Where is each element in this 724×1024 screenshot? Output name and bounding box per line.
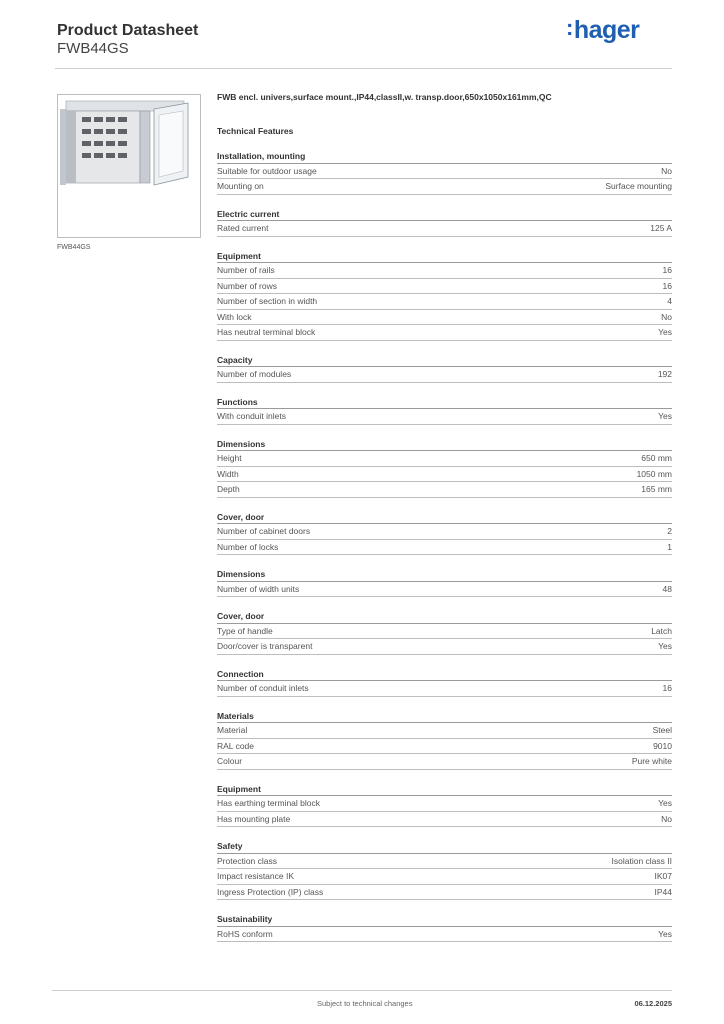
spec-value: IK07	[654, 871, 672, 881]
product-code: FWB44GS	[57, 40, 129, 57]
spec-row	[217, 639, 672, 655]
spec-section	[217, 354, 672, 383]
spec-section	[217, 150, 672, 195]
spec-value: Yes	[658, 411, 672, 421]
footer-note: Subject to technical changes	[317, 999, 413, 1008]
spec-row	[217, 482, 672, 498]
spec-row	[217, 739, 672, 755]
spec-value: 9010	[653, 740, 672, 751]
spec-row	[217, 540, 672, 556]
section-title: Equipment	[217, 250, 672, 264]
page-title: Product Datasheet	[57, 22, 199, 39]
spec-label: Door/cover is transparent	[217, 641, 313, 651]
brand-logo-text: hager	[573, 16, 640, 44]
header-divider	[55, 68, 672, 69]
spec-section	[217, 396, 672, 425]
spec-row	[217, 164, 672, 180]
spec-section	[217, 568, 672, 597]
section-title: Materials	[217, 710, 672, 724]
spec-label: Number of locks	[217, 541, 279, 552]
section-title: Cover, door	[217, 511, 672, 525]
spec-section	[217, 511, 672, 556]
spec-row	[217, 754, 672, 770]
spec-row	[217, 409, 672, 425]
section-title: Electric current	[217, 208, 672, 222]
spec-value: 16	[662, 280, 672, 291]
spec-value: No	[661, 813, 672, 824]
spec-label: Number of rails	[217, 265, 275, 275]
spec-value: Pure white	[631, 756, 672, 766]
product-description: FWB encl. univers,surface mount.,IP44,classII,w. transp.door,650x1050x161mm,QC	[217, 92, 552, 102]
spec-value: 1	[667, 541, 672, 552]
spec-row	[217, 582, 672, 598]
spec-section	[217, 208, 672, 237]
spec-value: Surface mounting	[605, 181, 672, 191]
spec-content	[217, 92, 672, 955]
spec-label: Type of handle	[217, 625, 273, 636]
spec-label: Ingress Protection (IP) class	[217, 886, 324, 897]
spec-row	[217, 796, 672, 812]
spec-value: Steel	[652, 725, 672, 735]
spec-label: Has neutral terminal block	[217, 327, 316, 337]
spec-row	[217, 221, 672, 237]
spec-label: Number of cabinet doors	[217, 526, 311, 536]
spec-value: 1050 mm	[636, 468, 672, 479]
spec-section	[217, 710, 672, 770]
spec-value: 2	[667, 526, 672, 536]
spec-row	[217, 681, 672, 697]
spec-value: IP44	[654, 886, 672, 897]
spec-row	[217, 524, 672, 540]
spec-label: With lock	[217, 311, 252, 322]
spec-label: Mounting on	[217, 181, 264, 191]
spec-value: Yes	[658, 928, 672, 939]
product-image	[57, 94, 201, 238]
spec-value: 192	[657, 369, 672, 379]
spec-label: Number of rows	[217, 280, 277, 291]
spec-row	[217, 927, 672, 943]
spec-label: Height	[217, 453, 242, 463]
spec-label: Suitable for outdoor usage	[217, 165, 317, 176]
spec-row	[217, 869, 672, 885]
section-title: Cover, door	[217, 610, 672, 624]
spec-value: Yes	[658, 641, 672, 651]
spec-label: Material	[217, 725, 248, 735]
spec-value: 4	[667, 296, 672, 306]
spec-value: Isolation class II	[611, 855, 672, 866]
spec-section	[217, 668, 672, 697]
spec-value: 125 A	[650, 223, 672, 233]
section-title: Sustainability	[217, 913, 672, 927]
spec-value: No	[661, 311, 672, 322]
spec-row	[217, 279, 672, 295]
spec-section	[217, 610, 672, 655]
spec-label: Depth	[217, 484, 240, 494]
image-caption: FWB44GS	[57, 244, 91, 251]
section-title: Dimensions	[217, 438, 672, 452]
spec-label: Impact resistance IK	[217, 871, 295, 881]
footer-divider	[52, 990, 672, 991]
spec-row	[217, 812, 672, 828]
section-title: Equipment	[217, 783, 672, 797]
spec-sections	[217, 150, 672, 942]
spec-section	[217, 913, 672, 942]
footer-date: 06.12.2025	[634, 999, 672, 1008]
spec-label: Protection class	[217, 855, 277, 866]
spec-label: Has mounting plate	[217, 813, 291, 824]
spec-label: With conduit inlets	[217, 411, 286, 421]
spec-row	[217, 294, 672, 310]
spec-row	[217, 367, 672, 383]
section-title: Installation, mounting	[217, 150, 672, 164]
spec-value: 16	[662, 683, 672, 693]
spec-label: Colour	[217, 756, 243, 766]
spec-value: 650 mm	[641, 453, 672, 463]
section-title: Functions	[217, 396, 672, 410]
section-title: Dimensions	[217, 568, 672, 582]
spec-label: Number of width units	[217, 583, 300, 594]
spec-value: Yes	[658, 798, 672, 808]
spec-value: Yes	[658, 327, 672, 337]
spec-row	[217, 885, 672, 901]
spec-row	[217, 451, 672, 467]
spec-row	[217, 310, 672, 326]
spec-label: Rated current	[217, 223, 269, 233]
spec-row	[217, 723, 672, 739]
enclosure-illustration	[58, 95, 200, 237]
section-title: Connection	[217, 668, 672, 682]
spec-row	[217, 325, 672, 341]
spec-row	[217, 179, 672, 195]
spec-row	[217, 854, 672, 870]
spec-section	[217, 783, 672, 828]
spec-row	[217, 624, 672, 640]
spec-label: Number of modules	[217, 369, 292, 379]
spec-section	[217, 840, 672, 900]
spec-value: 48	[662, 583, 672, 594]
section-title: Safety	[217, 840, 672, 854]
spec-label: Number of conduit inlets	[217, 683, 309, 693]
spec-value: 16	[662, 265, 672, 275]
spec-value: 165 mm	[641, 484, 672, 494]
section-title: Capacity	[217, 354, 672, 368]
spec-row	[217, 263, 672, 279]
spec-label: Has earthing terminal block	[217, 798, 320, 808]
technical-features-heading: Technical Features	[217, 126, 294, 136]
spec-label: Number of section in width	[217, 296, 318, 306]
spec-label: RoHS conform	[217, 928, 273, 939]
brand-logo: :hager	[566, 15, 640, 44]
spec-value: No	[661, 165, 672, 176]
spec-label: Width	[217, 468, 239, 479]
spec-section	[217, 438, 672, 498]
spec-label: RAL code	[217, 740, 255, 751]
spec-section	[217, 250, 672, 341]
spec-row	[217, 467, 672, 483]
spec-value: Latch	[651, 625, 672, 636]
